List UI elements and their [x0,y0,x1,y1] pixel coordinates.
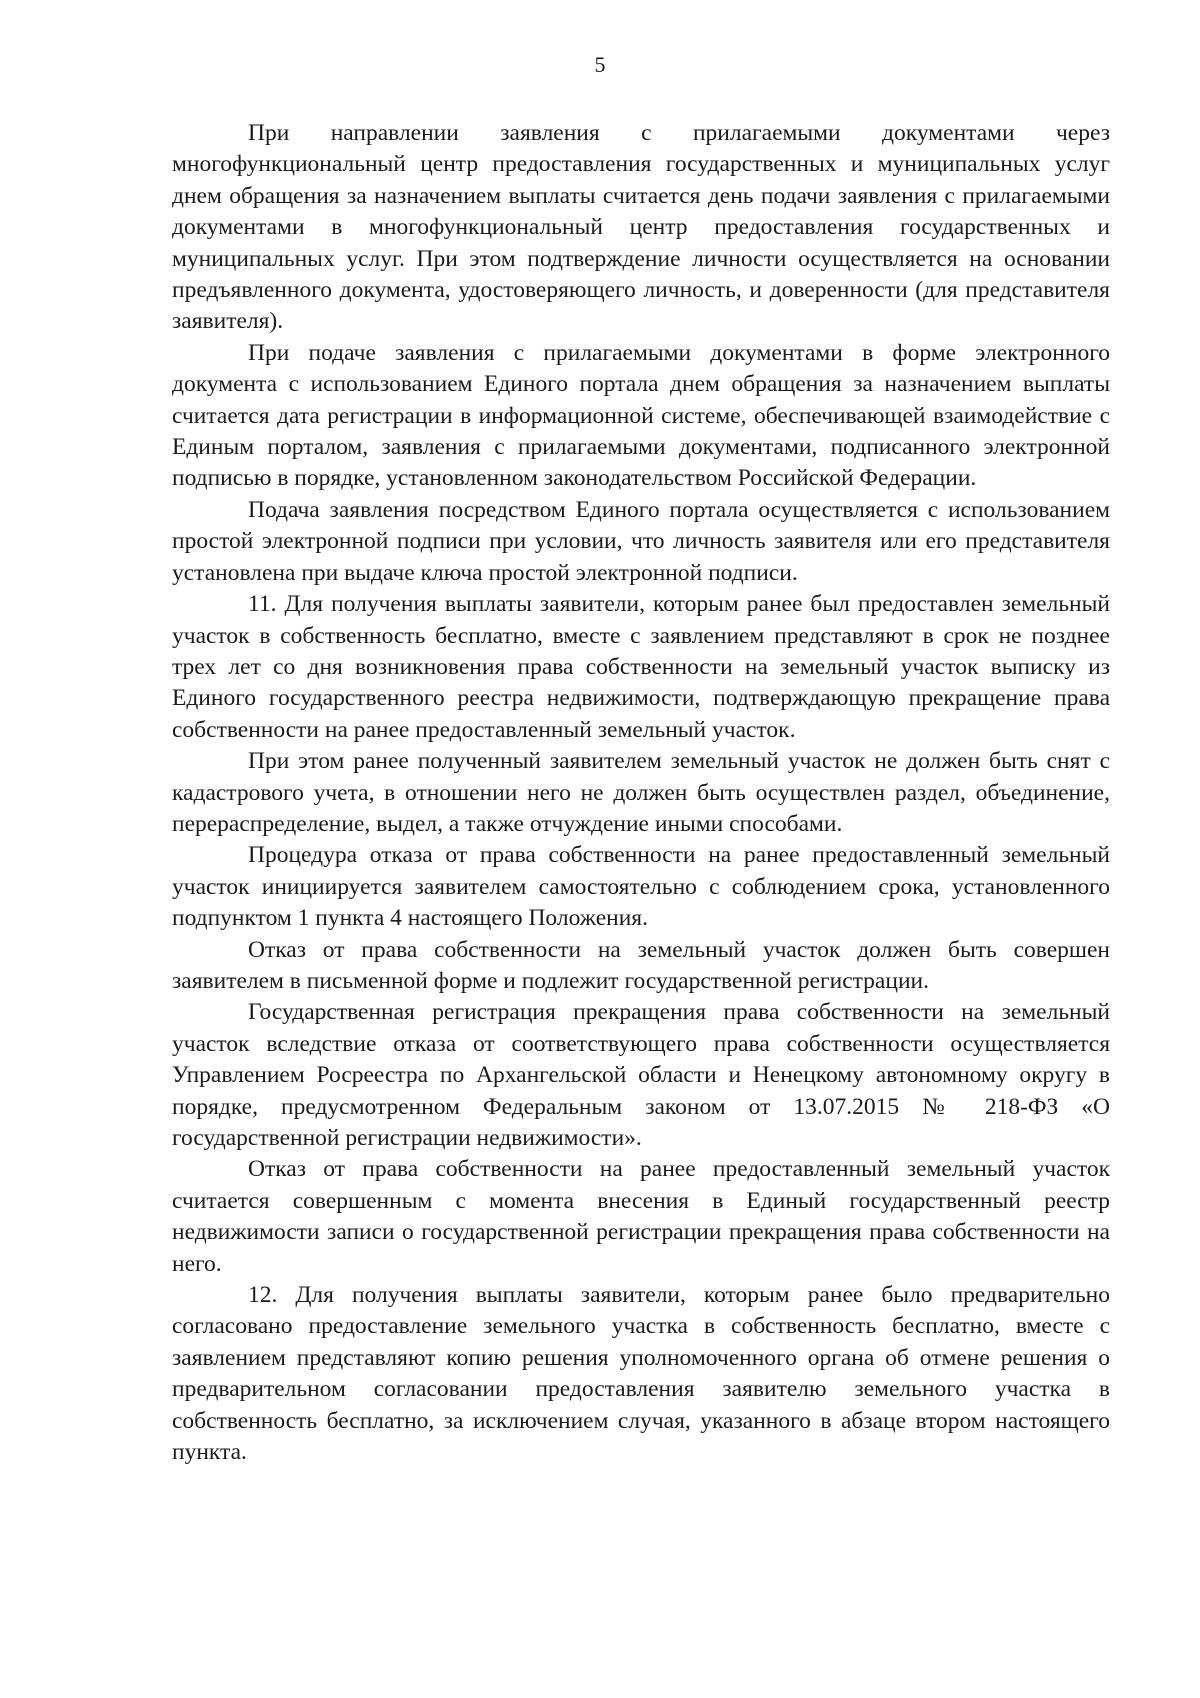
paragraph: При направлении заявления с прилагаемыми документами через многофункциональный центр предоставления государственных и муниципальных услуг днем обращения за назначением выплаты считается день подачи заявления с прилагаемыми документами в многофункциональный центр предоставления государственных и муниципальных услуг. При этом подтверждение личности осуществляется на основании предъявленного документа, удостоверяющего личность, и доверенности (для представителя заявителя). [172,120,1110,335]
paragraph: Отказ от права собственности на земельный участок должен быть совершен заявителем в письменной форме и подлежит государственной регистрации. [172,936,1110,994]
paragraph: Процедура отказа от права собственности на ранее предоставленный земельный участок инициируется заявителем самостоятельно с соблюдением срока, установленного подпунктом 1 пункта 4 настоящего Положения. [172,842,1110,932]
paragraph: Подача заявления посредством Единого портала осуществляется с использованием простой электронной подписи при условии, что личность заявителя или его представителя установлена при выдаче ключа простой электронной подписи. [172,496,1110,586]
paragraph-item-11: 11. Для получения выплаты заявители, которым ранее был предоставлен земельный участок в собственность бесплатно, вместе с заявлением представляют в срок не позднее трех лет со дня возникновения права собственности на земельный участок выписку из Единого государственного реестра недвижимости, подтверждающую прекращение права собственности на ранее предоставленный земельный участок. [172,591,1110,743]
document-body [172,118,1110,1468]
paragraph: Отказ от права собственности на ранее предоставленный земельный участок считается совершенным с момента внесения в Единый государственный реестр недвижимости записи о государственной регистрации прекращения права собственности на него. [172,1156,1110,1277]
page-number: 5 [594,52,606,77]
paragraph-item-12: 12. Для получения выплаты заявители, которым ранее было предварительно согласовано предоставление земельного участка в собственность бесплатно, вместе с заявлением представляют копию решения уполномоченного органа об отмене решения о предварительном согласовании предоставления заявителю земельного участка в собственность бесплатно, за исключением случая, указанного в абзаце втором настоящего пункта. [172,1282,1110,1466]
paragraph: При подаче заявления с прилагаемыми документами в форме электронного документа с использованием Единого портала днем обращения за назначением выплаты считается дата регистрации в информационной системе, обеспечивающей взаимодействие с Единым порталом, заявления с прилагаемыми документами, подписанного электронной подписью в порядке, установленном законодательством Российской Федерации. [172,339,1110,492]
paragraph: Государственная регистрация прекращения права собственности на земельный участок вследствие отказа от соответствующего права собственности осуществляется Управлением Росреестра по Архангельской области и Ненецкому автономному округу в порядке, предусмотренном Федеральным законом от 13.07.2015 № 218-ФЗ «О государственной регистрации недвижимости». [172,999,1110,1151]
paragraph: При этом ранее полученный заявителем земельный участок не должен быть снят с кадастрового учета, в отношении него не должен быть осуществлен раздел, объединение, перераспределение, выдел, а также отчуждение иными способами. [172,748,1110,837]
